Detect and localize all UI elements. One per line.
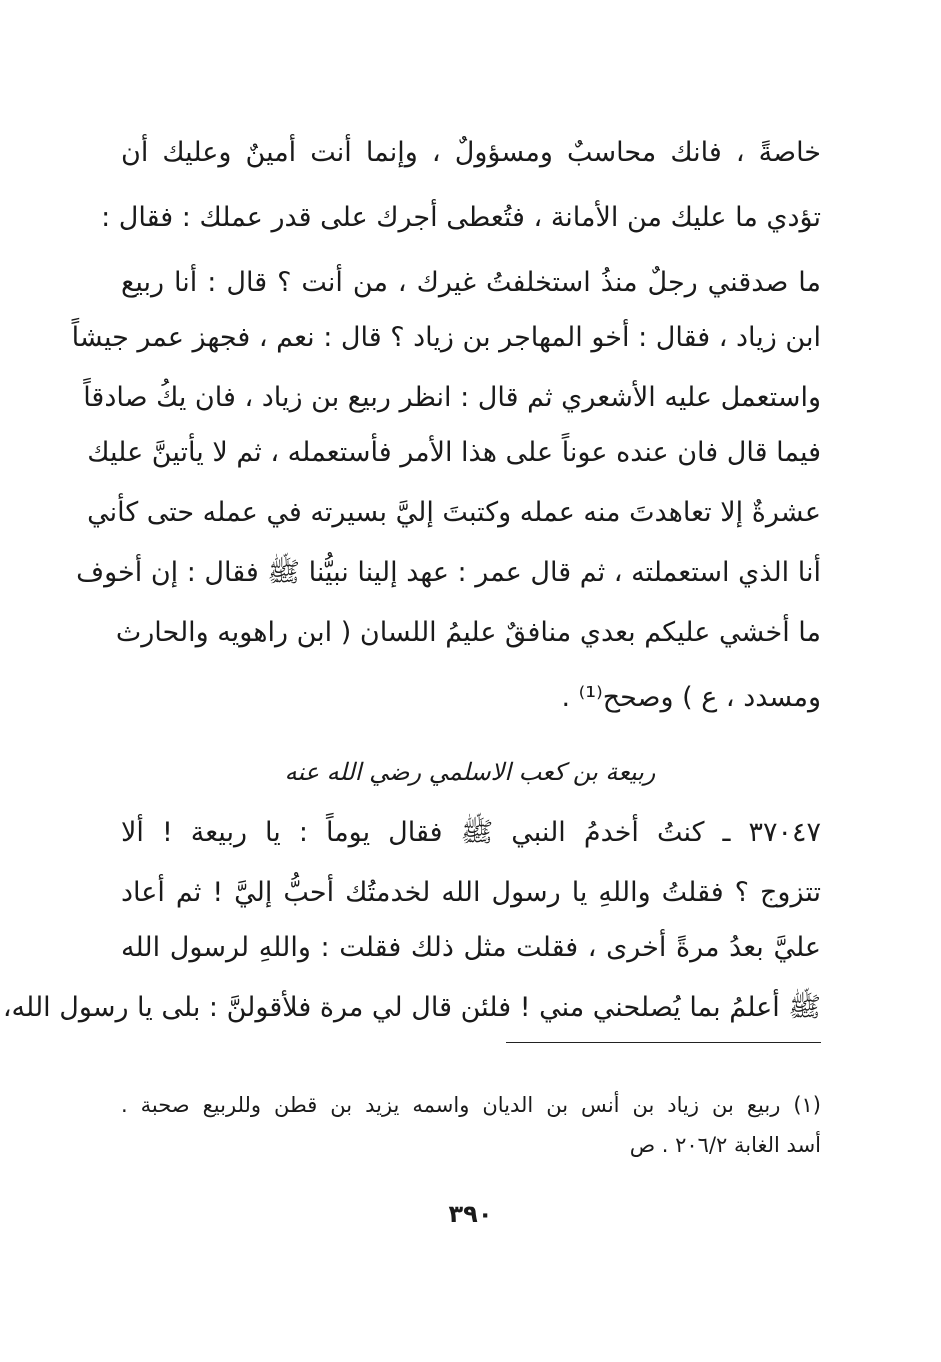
- hadith-line-2: تتزوج ؟ فقلتُ واللهِ يا رسول الله لخدمتُك أحبُّ إليَّ ! ثم أعاد: [121, 877, 821, 908]
- hadith-line-1: ٣٧٠٤٧ ـ كنتُ أخدمُ النبي ﷺ فقال يوماً : يا ربيعة ! ألا: [121, 817, 821, 848]
- section-heading: ربيعة بن كعب الاسلمي رضي الله عنه: [284, 758, 656, 786]
- body-line-5: واستعمل عليه الأشعري ثم قال : انظر ربيع بن زياد ، فان يكُ صادقاً: [83, 382, 821, 413]
- hadith-line-3: عليَّ بعدُ مرةً أخرى ، فقلت مثل ذلك فقلت : واللهِ لرسول الله: [121, 932, 821, 963]
- body-line-8: أنا الذي استعملته ، ثم قال عمر : عهد إلينا نبيُّنا ﷺ فقال : إن أخوف: [76, 557, 821, 588]
- page-number: ٣٩٠: [448, 1200, 493, 1228]
- body-line-3: ما صدقني رجلٌ منذُ استخلفتُ غيرك ، من أنت ؟ قال : أنا ربيع: [121, 267, 821, 298]
- footnote-line-1: (١) ربيع بن زياد بن أنس بن الديان واسمه يزيد بن قطن وللربيع صحبة .: [121, 1093, 821, 1117]
- body-line-2: تؤدي ما عليك من الأمانة ، فتُعطى أجرك على قدر عملك : فقال :: [101, 202, 821, 233]
- footnote-divider: [506, 1042, 821, 1043]
- body-line-4: ابن زياد ، فقال : أخو المهاجر بن زياد ؟ قال : نعم ، فجهز عمر جيشاً: [71, 322, 821, 353]
- hadith-line-4: ﷺ أعلمُ بما يُصلحني مني ! فلئن قال لي مرة فلأقولنَّ : بلى يا رسول الله،: [2, 992, 821, 1023]
- body-line-1: خاصةً ، فانك محاسبٌ ومسؤولٌ ، وإنما أنت أمينٌ وعليك أن: [121, 137, 821, 168]
- body-line-7: عشرةٌ إلا تعاهدتَ منه عمله وكتبتَ إليَّ بسيرته في عمله حتى كأني: [87, 497, 821, 528]
- footnote-line-2: أسد الغابة ٢٠٦/٢ . ص: [629, 1133, 821, 1157]
- body-line-10: ومسدد ، ع ) وصحح⁽¹⁾ .: [561, 682, 821, 713]
- body-line-9: ما أخشي عليكم بعدي منافقٌ عليمُ اللسان ( ابن راهويه والحارث: [115, 617, 821, 648]
- body-line-6: فيما قال فان عنده عوناً على هذا الأمر فأستعمله ، ثم لا يأتينَّ عليك: [87, 437, 821, 468]
